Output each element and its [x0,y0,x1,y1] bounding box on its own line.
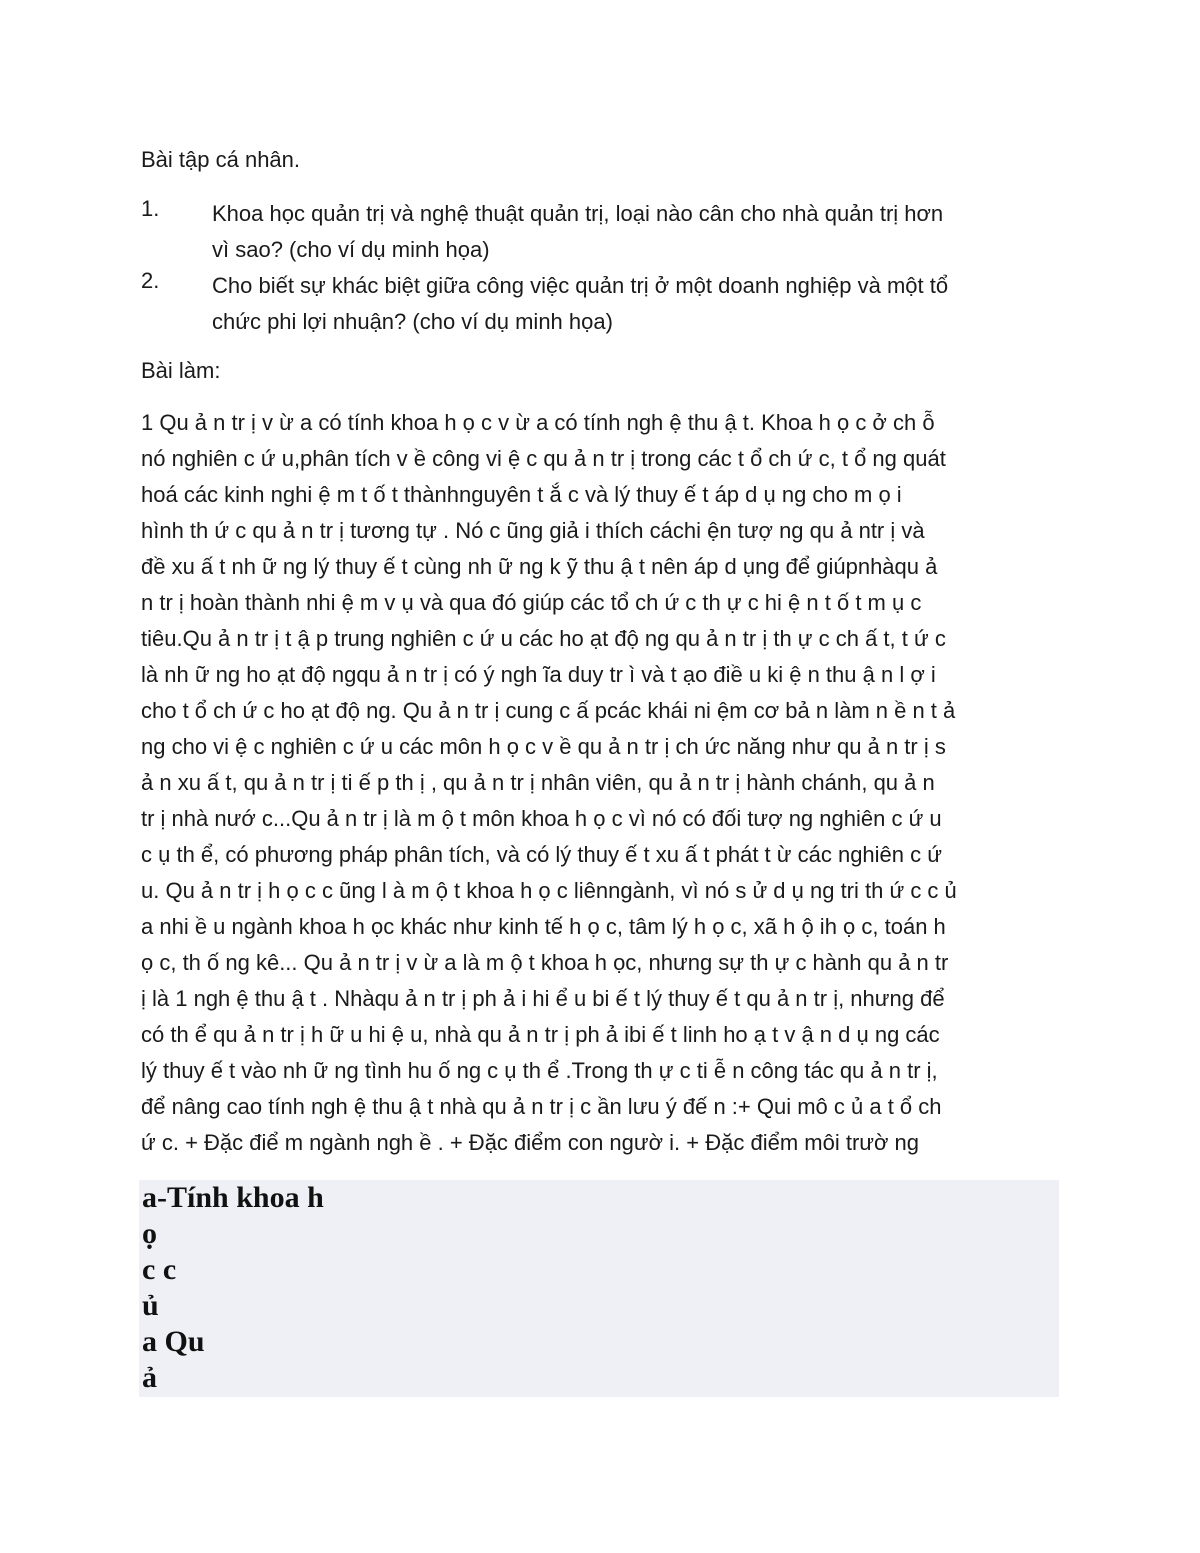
answer-line: đề xu ấ t nh ữ ng lý thuy ế t cùng nh ữ ng k ỹ thu ậ t nên áp d ụng để giúpnhàqu ả [141,554,938,579]
answer-line: hoá các kinh nghi ệ m t ố t thànhnguyên t ắ c và lý thuy ế t áp d ụ ng cho m ọ i [141,482,902,507]
shaded-heading-line: ọ [142,1217,157,1250]
answer-line: lý thuy ế t vào nh ữ ng tình hu ố ng c ụ th ể .Trong th ự c ti ễ n công tác qu ả n tr ị, [141,1058,938,1083]
answer-line: 1 Qu ả n tr ị v ừ a có tính khoa h ọ c v ừ a có tính ngh ệ thu ậ t. Khoa h ọ c ở ch ỗ [141,410,935,435]
shaded-heading-line: ủ [142,1289,159,1322]
question-number: 1. [141,196,160,221]
shaded-heading-line: ả [142,1361,157,1394]
question-text-line: vì sao? (cho ví dụ minh họa) [212,237,490,262]
answer-line: tiêu.Qu ả n tr ị t ậ p trung nghiên c ứ u các ho ạt độ ng qu ả n tr ị th ự c ch ấ t, t ứ c [141,626,946,651]
question-text-line: Khoa học quản trị và nghệ thuật quản trị, loại nào cân cho nhà quản trị hơn [212,201,944,226]
answer-line: ng cho vi ệ c nghiên c ứ u các môn h ọ c v ề qu ả n tr ị ch ức năng như qu ả n tr ị s [141,734,946,759]
question-item [141,196,1061,268]
question-text-line: Cho biết sự khác biệt giữa công việc quản trị ở một doanh nghiệp và một tổ [212,273,949,298]
question-text-line: chức phi lợi nhuận? (cho ví dụ minh họa) [212,309,613,334]
answer-line: c ụ th ể, có phương pháp phân tích, và có lý thuy ế t xu ấ t phát t ừ các nghiên c ứ [141,842,942,867]
document-title: Bài tập cá nhân. [141,147,301,172]
answer-paragraph [141,405,1071,1161]
question-list [141,196,1061,340]
question-item [141,268,1061,340]
answer-line: nó nghiên c ứ u,phân tích v ề công vi ệ c qu ả n tr ị trong các t ổ ch ứ c, t ổ ng quát [141,446,946,471]
answer-line: u. Qu ả n tr ị h ọ c c ũng l à m ộ t khoa h ọ c liênngành, vì nó s ử d ụ ng tri th ứ c c ủ [141,878,957,903]
shaded-heading-line: a-Tính khoa h [142,1181,324,1214]
shaded-heading-line: c c [142,1253,177,1286]
answer-line: n tr ị hoàn thành nhi ệ m v ụ và qua đó giúp các tổ ch ứ c th ự c hi ệ n t ố t m ụ c [141,590,922,615]
answer-line: có th ể qu ả n tr ị h ữ u hi ệ u, nhà qu ả n tr ị ph ả ibi ế t linh ho ạ t v ậ n d ụ ng các [141,1022,940,1047]
answer-line: ứ c. + Đặc điể m ngành ngh ề . + Đặc điểm con ngườ i. + Đặc điểm môi trườ ng [141,1130,920,1155]
answer-line: ọ c, th ố ng kê... Qu ả n tr ị v ừ a là m ộ t khoa h ọc, nhưng sự th ự c hành qu ả n tr [141,950,949,975]
shaded-heading-line: a Qu [142,1325,205,1358]
answer-line: hình th ứ c qu ả n tr ị tương tự . Nó c ũng giả i thích cáchi ện tượ ng qu ả ntr ị và [141,518,925,543]
question-number: 2. [141,268,160,293]
answer-line: ị là 1 ngh ệ thu ậ t . Nhàqu ả n tr ị ph ả i hi ể u bi ế t lý thuy ế t qu ả n tr ị, nhưng để [141,986,945,1011]
answer-line: tr ị nhà nướ c...Qu ả n tr ị là m ộ t môn khoa h ọ c vì nó có đối tượ ng nghiên c ứ u [141,806,942,831]
answer-line: ả n xu ấ t, qu ả n tr ị ti ế p th ị , qu ả n tr ị nhân viên, qu ả n tr ị hành chánh, qu ả n [141,770,935,795]
shaded-heading-block [139,1180,1059,1397]
answer-label: Bài làm: [141,358,221,383]
answer-line: là nh ữ ng ho ạt độ ngqu ả n tr ị có ý ngh ĩa duy tr ì và t ạo điề u ki ệ n thu ậ n l ợ i [141,662,936,687]
answer-line: cho t ổ ch ứ c ho ạt độ ng. Qu ả n tr ị cung c ấ pcác khái ni ệm cơ bả n làm n ề n t ả [141,698,956,723]
answer-line: a nhi ề u ngành khoa h ọc khác như kinh tế h ọ c, tâm lý h ọ c, xã h ộ ih ọ c, toán h [141,914,946,939]
answer-line: để nâng cao tính ngh ệ thu ậ t nhà qu ả n tr ị c ần lưu ý đế n :+ Qui mô c ủ a t ổ ch [141,1094,942,1119]
